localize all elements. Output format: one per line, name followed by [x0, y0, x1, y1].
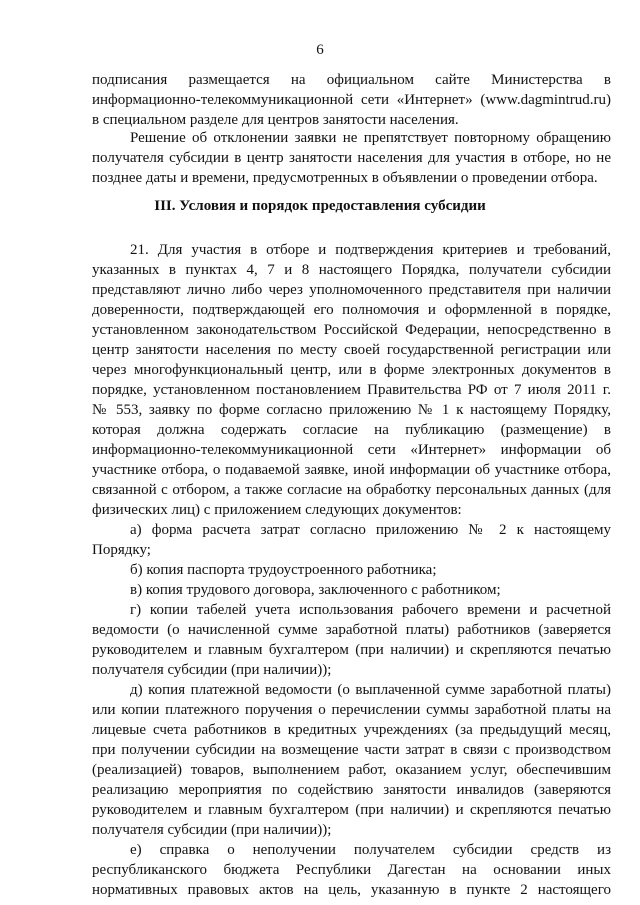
- text-line: Решение об отклонении заявки не препятствует повторному обращению: [130, 130, 611, 146]
- list-item-v: [92, 580, 611, 600]
- text-line: подписания размещается на официальном сайте Министерства в: [92, 72, 611, 88]
- text-line: а) форма расчета затрат согласно приложению № 2 к настоящему: [130, 522, 611, 538]
- list-item-e: [92, 840, 611, 900]
- text-line: руководителем и главным бухгалтером (при наличии) и скрепляются печатью: [92, 802, 611, 818]
- text-line: б) копия паспорта трудоустроенного работника;: [130, 562, 437, 578]
- text-line: получателя субсидии (при наличии));: [92, 662, 332, 678]
- text-line: (реализацией) товаров, выполнением работ, оказанием услуг, обеспечившим: [92, 762, 611, 778]
- text-line: е) справка о неполучении получателем субсидии средств из: [130, 842, 611, 858]
- text-line: получателя субсидии (при наличии));: [92, 822, 332, 838]
- list-item-a: [92, 520, 611, 560]
- text-line: 21. Для участия в отборе и подтверждения критериев и требований,: [130, 242, 611, 258]
- text-line: руководителем и главным бухгалтером (при наличии) и скрепляются печатью: [92, 642, 611, 658]
- text-line: через многофункциональный центр, или в форме электронных документов в: [92, 362, 611, 378]
- text-line: Порядку;: [92, 542, 151, 558]
- text-line: установленном законодательством Российской Федерации, непосредственно в: [92, 322, 611, 338]
- text-line: республиканского бюджета Республики Дагестан на основании иных: [92, 862, 611, 878]
- text-line: № 553, заявку по форме согласно приложению № 1 к настоящему Порядку,: [92, 402, 611, 418]
- text-line: лицевые счета работников в кредитных учреждениях (за предыдущий месяц,: [92, 722, 611, 738]
- text-line: связанной с отбором, а также согласие на обработку персональных данных (для: [92, 482, 611, 498]
- text-line: участнике отбора, о подаваемой заявке, иной информации об участнике отбора,: [92, 462, 611, 478]
- list-item-b: [92, 560, 611, 580]
- text-line: представляют лично либо через уполномоченного представителя при наличии: [92, 282, 611, 298]
- paragraph-rejection: [92, 128, 611, 188]
- text-line: доверенности, подтверждающей его полномочия и оформленной в порядке,: [92, 302, 611, 318]
- text-line: реализацию мероприятия по содействию занятости инвалидов (заверяются: [92, 782, 611, 798]
- list-item-g: [92, 600, 611, 680]
- list-item-d: [92, 680, 611, 840]
- text-line: позднее даты и времени, предусмотренных в объявлении о проведении отбора.: [92, 170, 598, 186]
- text-line: при получении субсидии на возмещение части затрат в связи с производством: [92, 742, 611, 758]
- text-line: ведомости (о начисленной сумме заработной платы) работников (заверяется: [92, 622, 611, 638]
- paragraph-publication: [92, 70, 611, 130]
- text-line: информационно-телекоммуникационной сети «Интернет» (www.dagmintrud.ru): [92, 92, 611, 108]
- text-line: в специальном разделе для центров занятости населения.: [92, 112, 459, 128]
- text-line: получателя субсидии в центр занятости населения для участия в отборе, но не: [92, 150, 611, 166]
- text-line: которая должна содержать согласие на публикацию (размещение) в: [92, 422, 611, 438]
- text-line: или копии платежного поручения о перечислении суммы заработной платы на: [92, 702, 611, 718]
- text-line: нормативных правовых актов на цель, указанную в пункте 2 настоящего: [92, 882, 611, 898]
- text-line: г) копии табелей учета использования рабочего времени и расчетной: [130, 602, 611, 618]
- paragraph-21: [92, 240, 611, 520]
- text-line: физических лиц) с приложением следующих документов:: [92, 502, 462, 518]
- text-line: в) копия трудового договора, заключенного с работником;: [130, 582, 501, 598]
- text-line: указанных в пунктах 4, 7 и 8 настоящего Порядка, получатели субсидии: [92, 262, 611, 278]
- section-heading: III. Условия и порядок предоставления субсидии: [154, 198, 486, 214]
- page-number: 6: [316, 42, 324, 58]
- text-line: порядке, установленном постановлением Правительства РФ от 7 июля 2011 г.: [92, 382, 611, 398]
- text-line: центр занятости населения по месту своей государственной регистрации или: [92, 342, 611, 358]
- text-line: д) копия платежной ведомости (о выплаченной сумме заработной платы): [130, 682, 611, 698]
- text-line: информационно-телекоммуникационной сети «Интернет» информации об: [92, 442, 611, 458]
